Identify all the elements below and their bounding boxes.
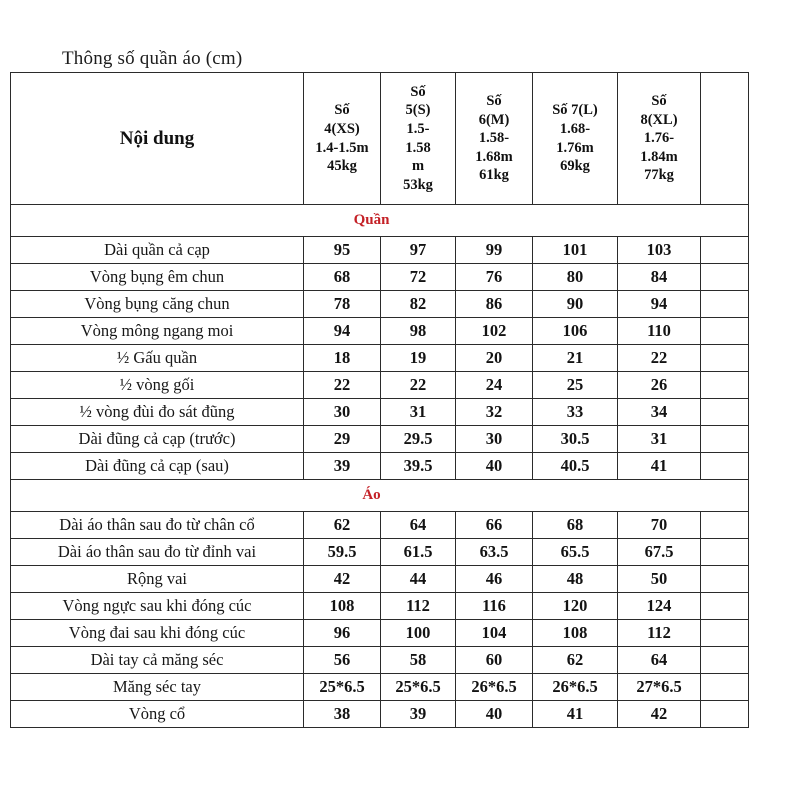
measurement-value: 31 — [381, 399, 456, 426]
measurement-value: 25*6.5 — [381, 674, 456, 701]
table-row — [11, 318, 749, 345]
table-row — [11, 539, 749, 566]
measurement-value: 44 — [381, 566, 456, 593]
measurement-value: 80 — [533, 264, 618, 291]
measurement-value: 30 — [304, 399, 381, 426]
table-row — [11, 512, 749, 539]
measurement-label: Dài đũng cả cạp (trước) — [11, 426, 304, 453]
measurement-value: 67.5 — [618, 539, 701, 566]
measurement-value: 63.5 — [456, 539, 533, 566]
empty-cell — [701, 593, 749, 620]
column-header-line: 1.5- — [406, 120, 430, 137]
empty-cell — [701, 701, 749, 728]
measurement-value: 112 — [618, 620, 701, 647]
column-header-line: m — [411, 158, 425, 175]
measurement-value: 22 — [381, 372, 456, 399]
column-header-line: Số 7(L) — [552, 102, 598, 119]
column-header-line: 1.68m — [475, 148, 513, 165]
section-header-cell — [11, 205, 749, 237]
measurement-value: 39 — [304, 453, 381, 480]
measurement-value: 58 — [381, 647, 456, 674]
measurement-label: Dài đũng cả cạp (sau) — [11, 453, 304, 480]
measurement-label: Vòng đai sau khi đóng cúc — [11, 620, 304, 647]
measurement-value: 41 — [533, 701, 618, 728]
measurement-value: 78 — [304, 291, 381, 318]
measurement-value: 90 — [533, 291, 618, 318]
column-header-line: Số — [410, 83, 426, 100]
measurement-value: 62 — [304, 512, 381, 539]
table-header — [11, 73, 749, 205]
measurement-value: 31 — [618, 426, 701, 453]
column-header-line: Số — [334, 102, 350, 119]
measurement-value: 112 — [381, 593, 456, 620]
measurement-label: Dài áo thân sau đo từ đỉnh vai — [11, 539, 304, 566]
measurement-value: 26*6.5 — [533, 674, 618, 701]
measurement-value: 94 — [304, 318, 381, 345]
column-header-line: 6(M) — [478, 111, 510, 128]
empty-cell — [701, 291, 749, 318]
measurement-value: 32 — [456, 399, 533, 426]
table-row — [11, 264, 749, 291]
measurement-label: Dài áo thân sau đo từ chân cổ — [11, 512, 304, 539]
measurement-label: Vòng bụng căng chun — [11, 291, 304, 318]
header-row — [11, 73, 749, 205]
measurement-value: 26 — [618, 372, 701, 399]
measurement-value: 29 — [304, 426, 381, 453]
column-header-size-s — [381, 73, 456, 205]
table-row — [11, 291, 749, 318]
measurement-value: 18 — [304, 345, 381, 372]
table-row — [11, 674, 749, 701]
measurement-value: 29.5 — [381, 426, 456, 453]
measurement-label: Măng séc tay — [11, 674, 304, 701]
measurement-value: 40 — [456, 701, 533, 728]
measurement-label: Vòng mông ngang moi — [11, 318, 304, 345]
measurement-value: 64 — [618, 647, 701, 674]
table-row — [11, 399, 749, 426]
measurement-value: 19 — [381, 345, 456, 372]
column-header-line: 1.58 — [405, 139, 431, 156]
measurement-value: 108 — [533, 620, 618, 647]
measurement-label: Vòng ngực sau khi đóng cúc — [11, 593, 304, 620]
measurement-value: 40 — [456, 453, 533, 480]
empty-cell — [701, 237, 749, 264]
measurement-value: 72 — [381, 264, 456, 291]
empty-cell — [701, 426, 749, 453]
measurement-label: ½ Gấu quần — [11, 345, 304, 372]
measurement-label: Rộng vai — [11, 566, 304, 593]
column-header-line: 8(XL) — [640, 111, 678, 128]
table-row — [11, 566, 749, 593]
measurement-value: 101 — [533, 237, 618, 264]
measurement-value: 39 — [381, 701, 456, 728]
measurement-value: 20 — [456, 345, 533, 372]
column-header-line: 77kg — [644, 167, 674, 184]
measurement-value: 26*6.5 — [456, 674, 533, 701]
measurement-value: 42 — [618, 701, 701, 728]
column-header-line: 5(S) — [405, 102, 431, 119]
column-header-line: 61kg — [479, 167, 509, 184]
measurement-value: 40.5 — [533, 453, 618, 480]
column-header-line: Số — [486, 93, 502, 110]
section-divider-row — [11, 480, 749, 512]
measurement-value: 116 — [456, 593, 533, 620]
measurement-value: 41 — [618, 453, 701, 480]
column-header-line: Số — [651, 93, 667, 110]
measurement-label: ½ vòng gối — [11, 372, 304, 399]
measurement-value: 94 — [618, 291, 701, 318]
table-row — [11, 372, 749, 399]
measurement-value: 99 — [456, 237, 533, 264]
measurement-value: 102 — [456, 318, 533, 345]
table-row — [11, 237, 749, 264]
measurement-value: 64 — [381, 512, 456, 539]
measurement-value: 100 — [381, 620, 456, 647]
measurement-value: 60 — [456, 647, 533, 674]
measurement-value: 98 — [381, 318, 456, 345]
measurement-value: 39.5 — [381, 453, 456, 480]
measurement-label: ½ vòng đùi đo sát đũng — [11, 399, 304, 426]
measurement-value: 97 — [381, 237, 456, 264]
measurement-value: 30.5 — [533, 426, 618, 453]
measurement-value: 96 — [304, 620, 381, 647]
measurement-value: 38 — [304, 701, 381, 728]
empty-cell — [701, 264, 749, 291]
table-row — [11, 647, 749, 674]
section-divider-row — [11, 205, 749, 237]
measurement-value: 42 — [304, 566, 381, 593]
empty-cell — [701, 318, 749, 345]
size-chart-table — [10, 72, 749, 728]
column-header-size-m — [456, 73, 533, 205]
measurement-label: Vòng cổ — [11, 701, 304, 728]
column-header-content — [11, 73, 304, 205]
measurement-value: 22 — [304, 372, 381, 399]
measurement-value: 82 — [381, 291, 456, 318]
empty-cell — [701, 620, 749, 647]
table-row — [11, 345, 749, 372]
column-header-line: 69kg — [560, 158, 590, 175]
measurement-value: 68 — [304, 264, 381, 291]
column-header-size-xl — [618, 73, 701, 205]
measurement-value: 34 — [618, 399, 701, 426]
section-label: Quần — [353, 212, 390, 228]
column-header-line: 1.84m — [640, 148, 678, 165]
measurement-value: 50 — [618, 566, 701, 593]
measurement-value: 86 — [456, 291, 533, 318]
empty-cell — [701, 345, 749, 372]
column-header-label: Nội dung — [119, 127, 195, 149]
empty-cell — [701, 372, 749, 399]
empty-cell — [701, 674, 749, 701]
section-label: Áo — [362, 487, 381, 503]
table-row — [11, 701, 749, 728]
measurement-value: 106 — [533, 318, 618, 345]
measurement-value: 22 — [618, 345, 701, 372]
table-row — [11, 426, 749, 453]
column-header-line: 4(XS) — [324, 120, 360, 137]
measurement-value: 110 — [618, 318, 701, 345]
measurement-value: 27*6.5 — [618, 674, 701, 701]
measurement-value: 104 — [456, 620, 533, 647]
empty-cell — [701, 399, 749, 426]
section-header-cell — [11, 480, 749, 512]
page-title: Thông số quần áo (cm) — [62, 48, 243, 69]
empty-cell — [701, 647, 749, 674]
measurement-value: 62 — [533, 647, 618, 674]
measurement-value: 21 — [533, 345, 618, 372]
column-header-line: 1.58- — [478, 130, 510, 147]
empty-cell — [701, 512, 749, 539]
measurement-value: 24 — [456, 372, 533, 399]
size-chart-table-wrapper — [10, 72, 748, 728]
column-header-line: 1.76- — [643, 130, 675, 147]
table-body — [11, 205, 749, 728]
column-header-line: 1.4-1.5m — [315, 139, 369, 156]
measurement-value: 103 — [618, 237, 701, 264]
empty-cell — [701, 566, 749, 593]
measurement-value: 124 — [618, 593, 701, 620]
measurement-value: 56 — [304, 647, 381, 674]
empty-cell — [701, 453, 749, 480]
measurement-label: Dài tay cả măng séc — [11, 647, 304, 674]
table-row — [11, 453, 749, 480]
measurement-value: 108 — [304, 593, 381, 620]
column-header-line: 53kg — [403, 176, 433, 193]
measurement-value: 61.5 — [381, 539, 456, 566]
measurement-label: Dài quần cả cạp — [11, 237, 304, 264]
column-header-blank — [701, 73, 749, 205]
measurement-value: 76 — [456, 264, 533, 291]
empty-cell — [701, 539, 749, 566]
measurement-value: 46 — [456, 566, 533, 593]
column-header-size-l — [533, 73, 618, 205]
column-header-line: 45kg — [327, 158, 357, 175]
measurement-value: 25 — [533, 372, 618, 399]
column-header-line: 1.68- — [559, 120, 591, 137]
column-header-size-xs — [304, 73, 381, 205]
measurement-value: 48 — [533, 566, 618, 593]
measurement-value: 95 — [304, 237, 381, 264]
measurement-value: 68 — [533, 512, 618, 539]
measurement-value: 30 — [456, 426, 533, 453]
measurement-value: 25*6.5 — [304, 674, 381, 701]
measurement-value: 66 — [456, 512, 533, 539]
table-row — [11, 620, 749, 647]
column-header-line: 1.76m — [556, 139, 594, 156]
table-row — [11, 593, 749, 620]
measurement-value: 59.5 — [304, 539, 381, 566]
measurement-value: 70 — [618, 512, 701, 539]
measurement-label: Vòng bụng êm chun — [11, 264, 304, 291]
measurement-value: 65.5 — [533, 539, 618, 566]
measurement-value: 120 — [533, 593, 618, 620]
measurement-value: 84 — [618, 264, 701, 291]
measurement-value: 33 — [533, 399, 618, 426]
